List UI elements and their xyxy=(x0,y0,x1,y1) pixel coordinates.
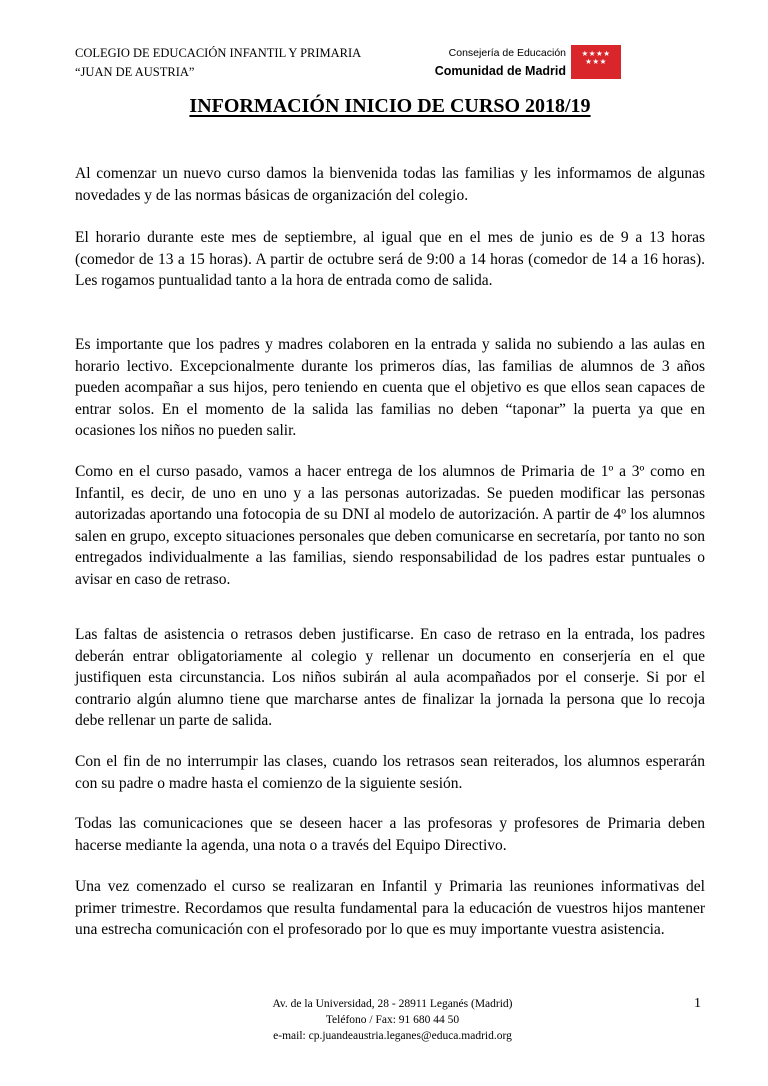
paragraph-repeated-delays: Con el fin de no interrumpir las clases, cuando los retrasos sean reiterados, los alumnos esperarán con su padre o madre hasta el comienzo de la siguiente sesión. xyxy=(75,753,705,792)
school-subname-line: “JUAN DE AUSTRIA” xyxy=(75,65,195,79)
paragraph-entry-exit: Es importante que los padres y madres colaboren en la entrada y salida no subiendo a las aulas en horario lectivo. Excepcionalmente durante los primeros días, las familias de alumnos de 3 años pueden acompañar a sus hijos, pero teniendo en cuenta que el objetivo es que ellos sean capaces de entrar solos. En el momento de la salida las familias no deben “taponar” la puerta ya que en ocasiones los niños no pueden salir. xyxy=(75,336,705,440)
school-header xyxy=(75,44,361,82)
document-title-text: INFORMACIÓN INICIO DE CURSO 2018/19 xyxy=(189,95,591,117)
paragraph-absences: Las faltas de asistencia o retrasos deben justificarse. En caso de retraso en la entrada, los padres deberán entrar obligatoriamente al colegio y rellenar un documento en conserjería en el que justifiquen esta circunstancia. Los niños subirán al aula acompañados por el conserje. Si por el contrario algún alumno tiene que marcharse antes de finalizar la jornada la persona que lo recoja debe rellenar un parte de salida. xyxy=(75,626,705,730)
page-footer xyxy=(200,996,585,1044)
page-number: 1 xyxy=(694,996,701,1011)
department-name: Consejería de Educación xyxy=(448,47,566,59)
paragraph-meetings: Una vez comenzado el curso se realizaran en Infantil y Primaria las reuniones informativas del primer trimestre. Recordamos que resulta fundamental para la educación de vuestros hijos mantener una estrecha comunicación con el profesorado por lo que es muy importante vuestra asistencia. xyxy=(75,878,705,939)
footer-phone: Teléfono / Fax: 91 680 44 50 xyxy=(325,1014,460,1026)
flag-stars-top: ★★★★ xyxy=(581,49,611,58)
paragraph-student-pickup: Como en el curso pasado, vamos a hacer entrega de los alumnos de Primaria de 1º a 3º como en Infantil, es decir, de uno en uno y a las personas autorizadas. Se pueden modificar las personas autorizadas aportando una fotocopia de su DNI al modelo de autorización. A partir de 4º los alumnos salen en grupo, excepto situaciones personales que deben comunicarse en secretaría, por tanto no son entregados individualmente a las familias, siendo responsabilidad de los padres estar puntuales o avisar en caso de retraso. xyxy=(75,463,705,588)
flag-stars-bottom: ★★★ xyxy=(585,57,607,66)
paragraph-welcome: Al comenzar un nuevo curso damos la bienvenida todas las familias y les informamos de algunas novedades y de las normas básicas de organización del colegio. xyxy=(75,165,705,204)
paragraph-communications: Todas las comunicaciones que se deseen hacer a las profesoras y profesores de Primaria deben hacerse mediante la agenda, una nota o a través del Equipo Directivo. xyxy=(75,815,705,854)
department-header xyxy=(395,44,566,81)
document-title xyxy=(75,93,705,119)
region-name: Comunidad de Madrid xyxy=(434,64,566,78)
madrid-flag-logo xyxy=(571,45,621,79)
footer-email: e-mail: cp.juandeaustria.leganes@educa.madrid.org xyxy=(273,1030,512,1042)
school-name-line: COLEGIO DE EDUCACIÓN INFANTIL Y PRIMARIA xyxy=(75,46,362,60)
footer-address: Av. de la Universidad, 28 - 28911 Leganés (Madrid) xyxy=(272,998,513,1010)
paragraph-schedule: El horario durante este mes de septiembre, al igual que en el mes de junio es de 9 a 13 horas (comedor de 13 a 15 horas). A partir de octubre será de 9:00 a 14 horas (comedor de 14 a 16 horas). Les rogamos puntualidad tanto a la hora de entrada como de salida. xyxy=(75,229,705,290)
